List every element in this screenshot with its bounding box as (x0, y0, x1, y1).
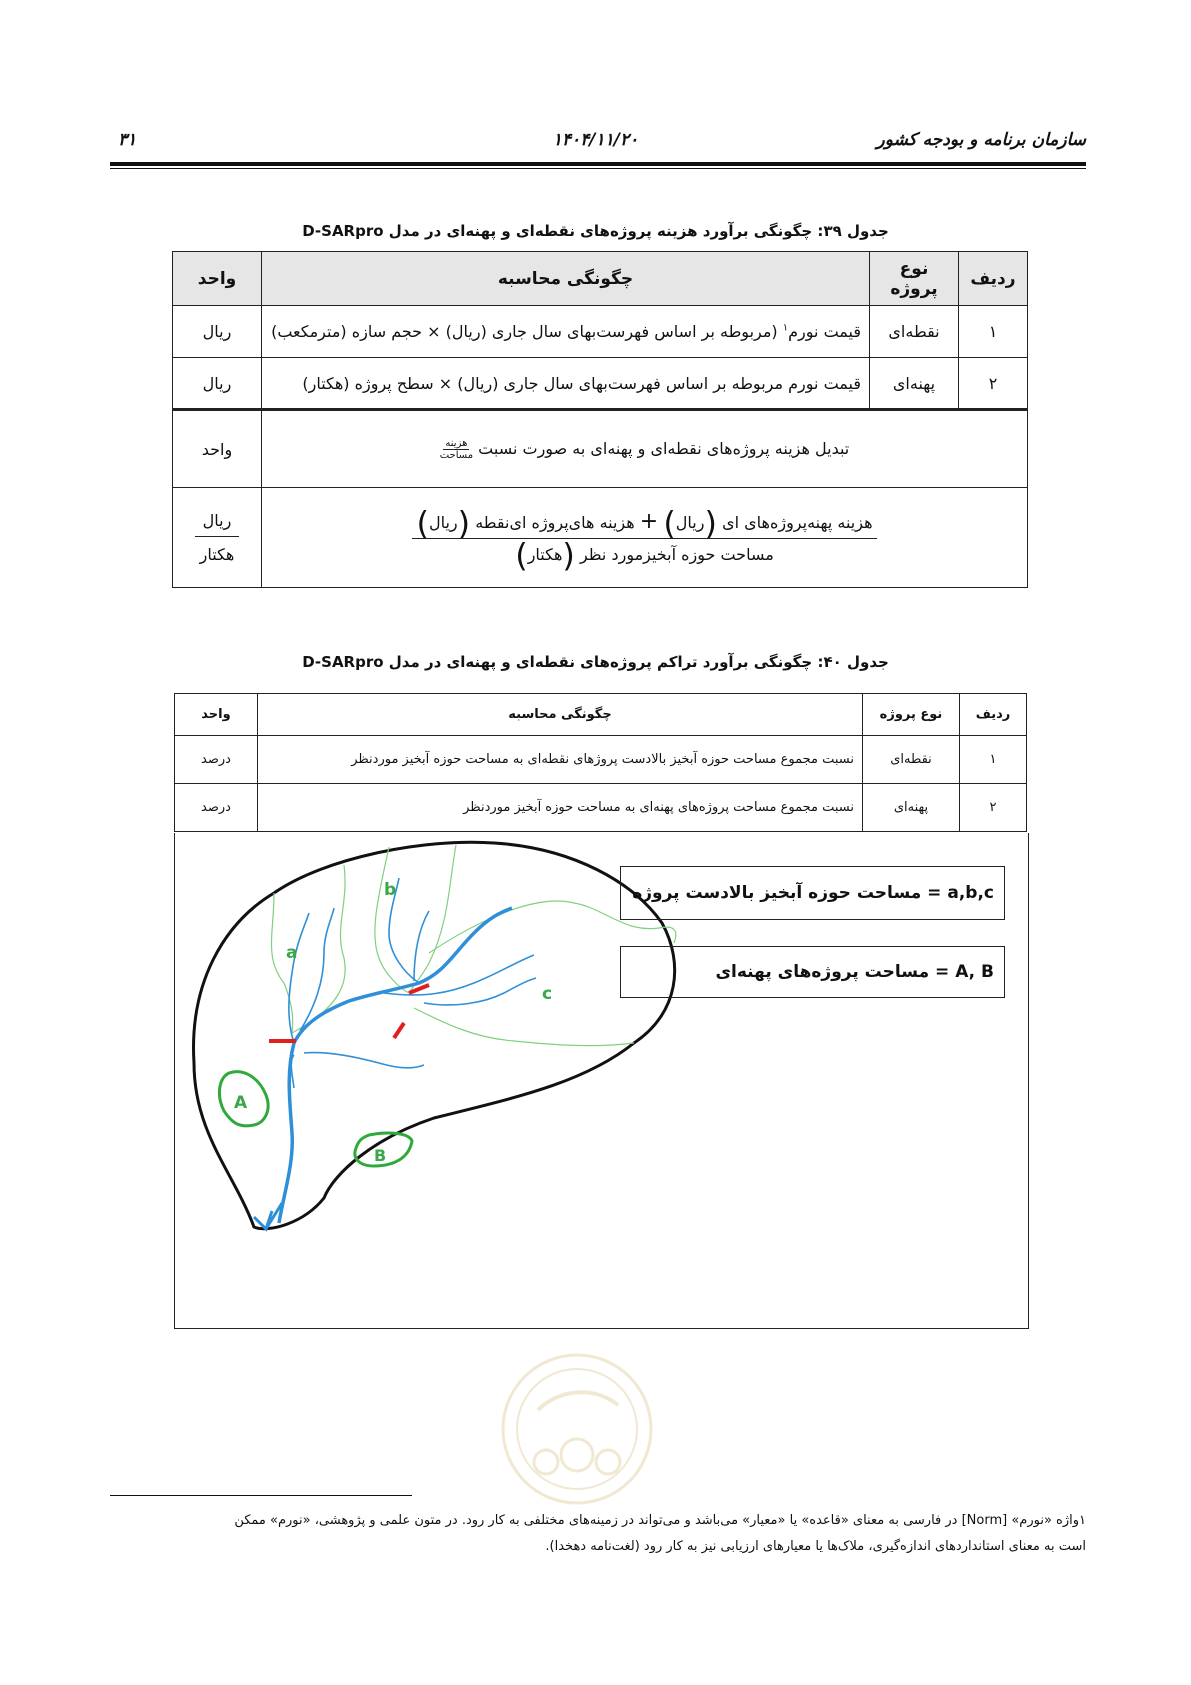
footnote-line: ۱واژه «نورم» [Norm] در فارسی به معنای «قاعده» یا «معیار» می‌باشد و می‌تواند در زمینه‌های مختلفی به کار رود. در متون علمی و پژوهشی، «نورم» ممکن (234, 1513, 1086, 1528)
table39-header-row (173, 252, 1028, 306)
cell-unit: درصد (175, 736, 258, 784)
stream-trib-c2 (424, 978, 536, 1005)
table39-caption: جدول ۳۹: چگونگی برآورد هزینه پروژه‌های نقطه‌ای و پهنه‌ای در مدل D-SARpro (302, 222, 889, 240)
table-row-formula (173, 488, 1028, 588)
col-header-row: ردیف (959, 252, 1028, 306)
table-row (173, 358, 1028, 410)
subbasin-b (375, 847, 409, 993)
header-rule-thin (110, 168, 1086, 169)
formula-denominator (515, 536, 774, 575)
label-a: a (286, 943, 298, 963)
table39 (172, 251, 1028, 588)
cell-row: ۱ (960, 736, 1027, 784)
legend-areal: A, B = مساحت پروژه‌های پهنه‌ای (620, 946, 1005, 998)
ratio-numerator: هزینه (445, 437, 468, 449)
col-header-type: نوع پروژه (870, 252, 959, 306)
footnote-ref: ۱ (782, 322, 789, 334)
unit-denominator: هکتار (199, 545, 235, 564)
cell-row: ۲ (960, 784, 1027, 832)
watermark-logo (498, 1350, 656, 1508)
legend-subbasin: a,b,c = مساحت حوزه آبخیز بالادست پروژه (620, 866, 1005, 920)
cell-type: پهنه‌ای (870, 358, 959, 410)
table-row (175, 736, 1027, 784)
ratio-denominator: مساحت (439, 449, 474, 461)
stream-trib-a1 (289, 913, 309, 1043)
label-B: B (374, 1146, 387, 1165)
cell-unit: درصد (175, 784, 258, 832)
paren: ( (562, 536, 575, 575)
structure-mark (394, 1023, 404, 1038)
paren: ) (416, 504, 429, 543)
table40 (174, 693, 1027, 832)
col-header-unit: واحد (173, 252, 262, 306)
cell-formula (262, 488, 1028, 588)
table-row-conversion (173, 410, 1028, 488)
col-header-type: نوع پروژه (863, 694, 960, 736)
table-row (173, 306, 1028, 358)
paren: ( (704, 504, 717, 543)
plus-sign: + (639, 509, 659, 535)
watershed-boundary (194, 842, 675, 1228)
label-A: A (234, 1093, 248, 1113)
page-number: ۳۱ (118, 130, 137, 150)
col-header-row: ردیف (960, 694, 1027, 736)
outlet-arrow (254, 1203, 282, 1229)
subbasin-b-right (409, 845, 456, 993)
conversion-text: تبدیل هزینه پروژه‌های نقطه‌ای و پهنه‌ای به صورت نسبت (478, 438, 850, 458)
footnote (118, 1508, 1086, 1560)
paren: ( (457, 504, 471, 543)
cell-unit (173, 488, 262, 588)
cell-calc: قیمت نورم مربوطه بر اساس فهرست‌بهای سال جاری (ریال) × سطح پروژه (هکتار) (262, 358, 870, 410)
cell-type: پهنه‌ای (863, 784, 960, 832)
subbasin-c-bottom (414, 1008, 634, 1046)
calc-text: قیمت نورم (788, 322, 861, 341)
cell-unit: ریال (173, 358, 262, 410)
cell-calc: نسبت مجموع مساحت پروژه‌های پهنه‌ای به مساحت حوزه آبخیز موردنظر (258, 784, 863, 832)
stream-trib-low2 (291, 1055, 294, 1088)
unit-numerator: ریال (195, 511, 240, 537)
stream-trib-low (304, 1052, 424, 1067)
table40-header-row (175, 694, 1027, 736)
col-header-calc: چگونگی محاسبه (258, 694, 863, 736)
paren: ) (663, 504, 676, 543)
cell-row: ۱ (959, 306, 1028, 358)
label-b: b (384, 880, 397, 900)
table-row (175, 784, 1027, 832)
footnote-rule (110, 1495, 412, 1496)
formula-unit: ریال (675, 513, 705, 533)
ratio-fraction (440, 438, 473, 461)
unit-fraction (195, 511, 240, 564)
footnote-line: است به معنای استانداردهای اندازه‌گیری، ملاک‌ها یا معیارهای ارزیابی نیز به کار رود (لغت‌نامه دهخدا). (545, 1539, 1086, 1554)
label-c: c (542, 984, 553, 1004)
cell-row: ۲ (959, 358, 1028, 410)
col-header-unit: واحد (175, 694, 258, 736)
formula-den-part: مساحت حوزه آبخیزمورد نظر (579, 545, 774, 565)
table40-caption: جدول ۴۰: چگونگی برآورد تراکم پروژه‌های نقطه‌ای و پهنه‌ای در مدل D-SARpro (302, 653, 889, 671)
stream-trib-a2 (300, 908, 334, 1031)
header-date: ۱۴۰۴/۱۱/۲۰ (552, 130, 639, 150)
col-header-calc: چگونگی محاسبه (262, 252, 870, 306)
stream-trib-b2 (414, 911, 429, 981)
formula-numerator (412, 504, 876, 543)
calc-text-cont: (مربوطه بر اساس فهرست‌بهای سال جاری (ریال) × حجم سازه (مترمکعب) (271, 322, 783, 341)
cell-unit: ریال (173, 306, 262, 358)
cell-type: نقطه‌ای (863, 736, 960, 784)
formula-num-part: هزینه های‌پروژه ای‌نقطه (475, 513, 635, 533)
cell-unit: واحد (173, 410, 262, 488)
cell-type: نقطه‌ای (870, 306, 959, 358)
formula-unit: ریال (428, 513, 458, 533)
formula-num-part: هزینه پهنه‌پروژه‌های ای (722, 513, 873, 533)
formula-fraction (412, 504, 876, 575)
header-rule (110, 162, 1086, 166)
cell-conversion (262, 410, 1028, 488)
cell-calc (262, 306, 870, 358)
formula-unit: هکتار (527, 545, 563, 565)
cell-calc: نسبت مجموع مساحت حوزه آبخیز بالادست پروژهای نقطه‌ای به مساحت حوزه آبخیز موردنظر (258, 736, 863, 784)
header-organization: سازمان برنامه و بودجه کشور (876, 130, 1086, 150)
paren: ) (515, 536, 528, 575)
